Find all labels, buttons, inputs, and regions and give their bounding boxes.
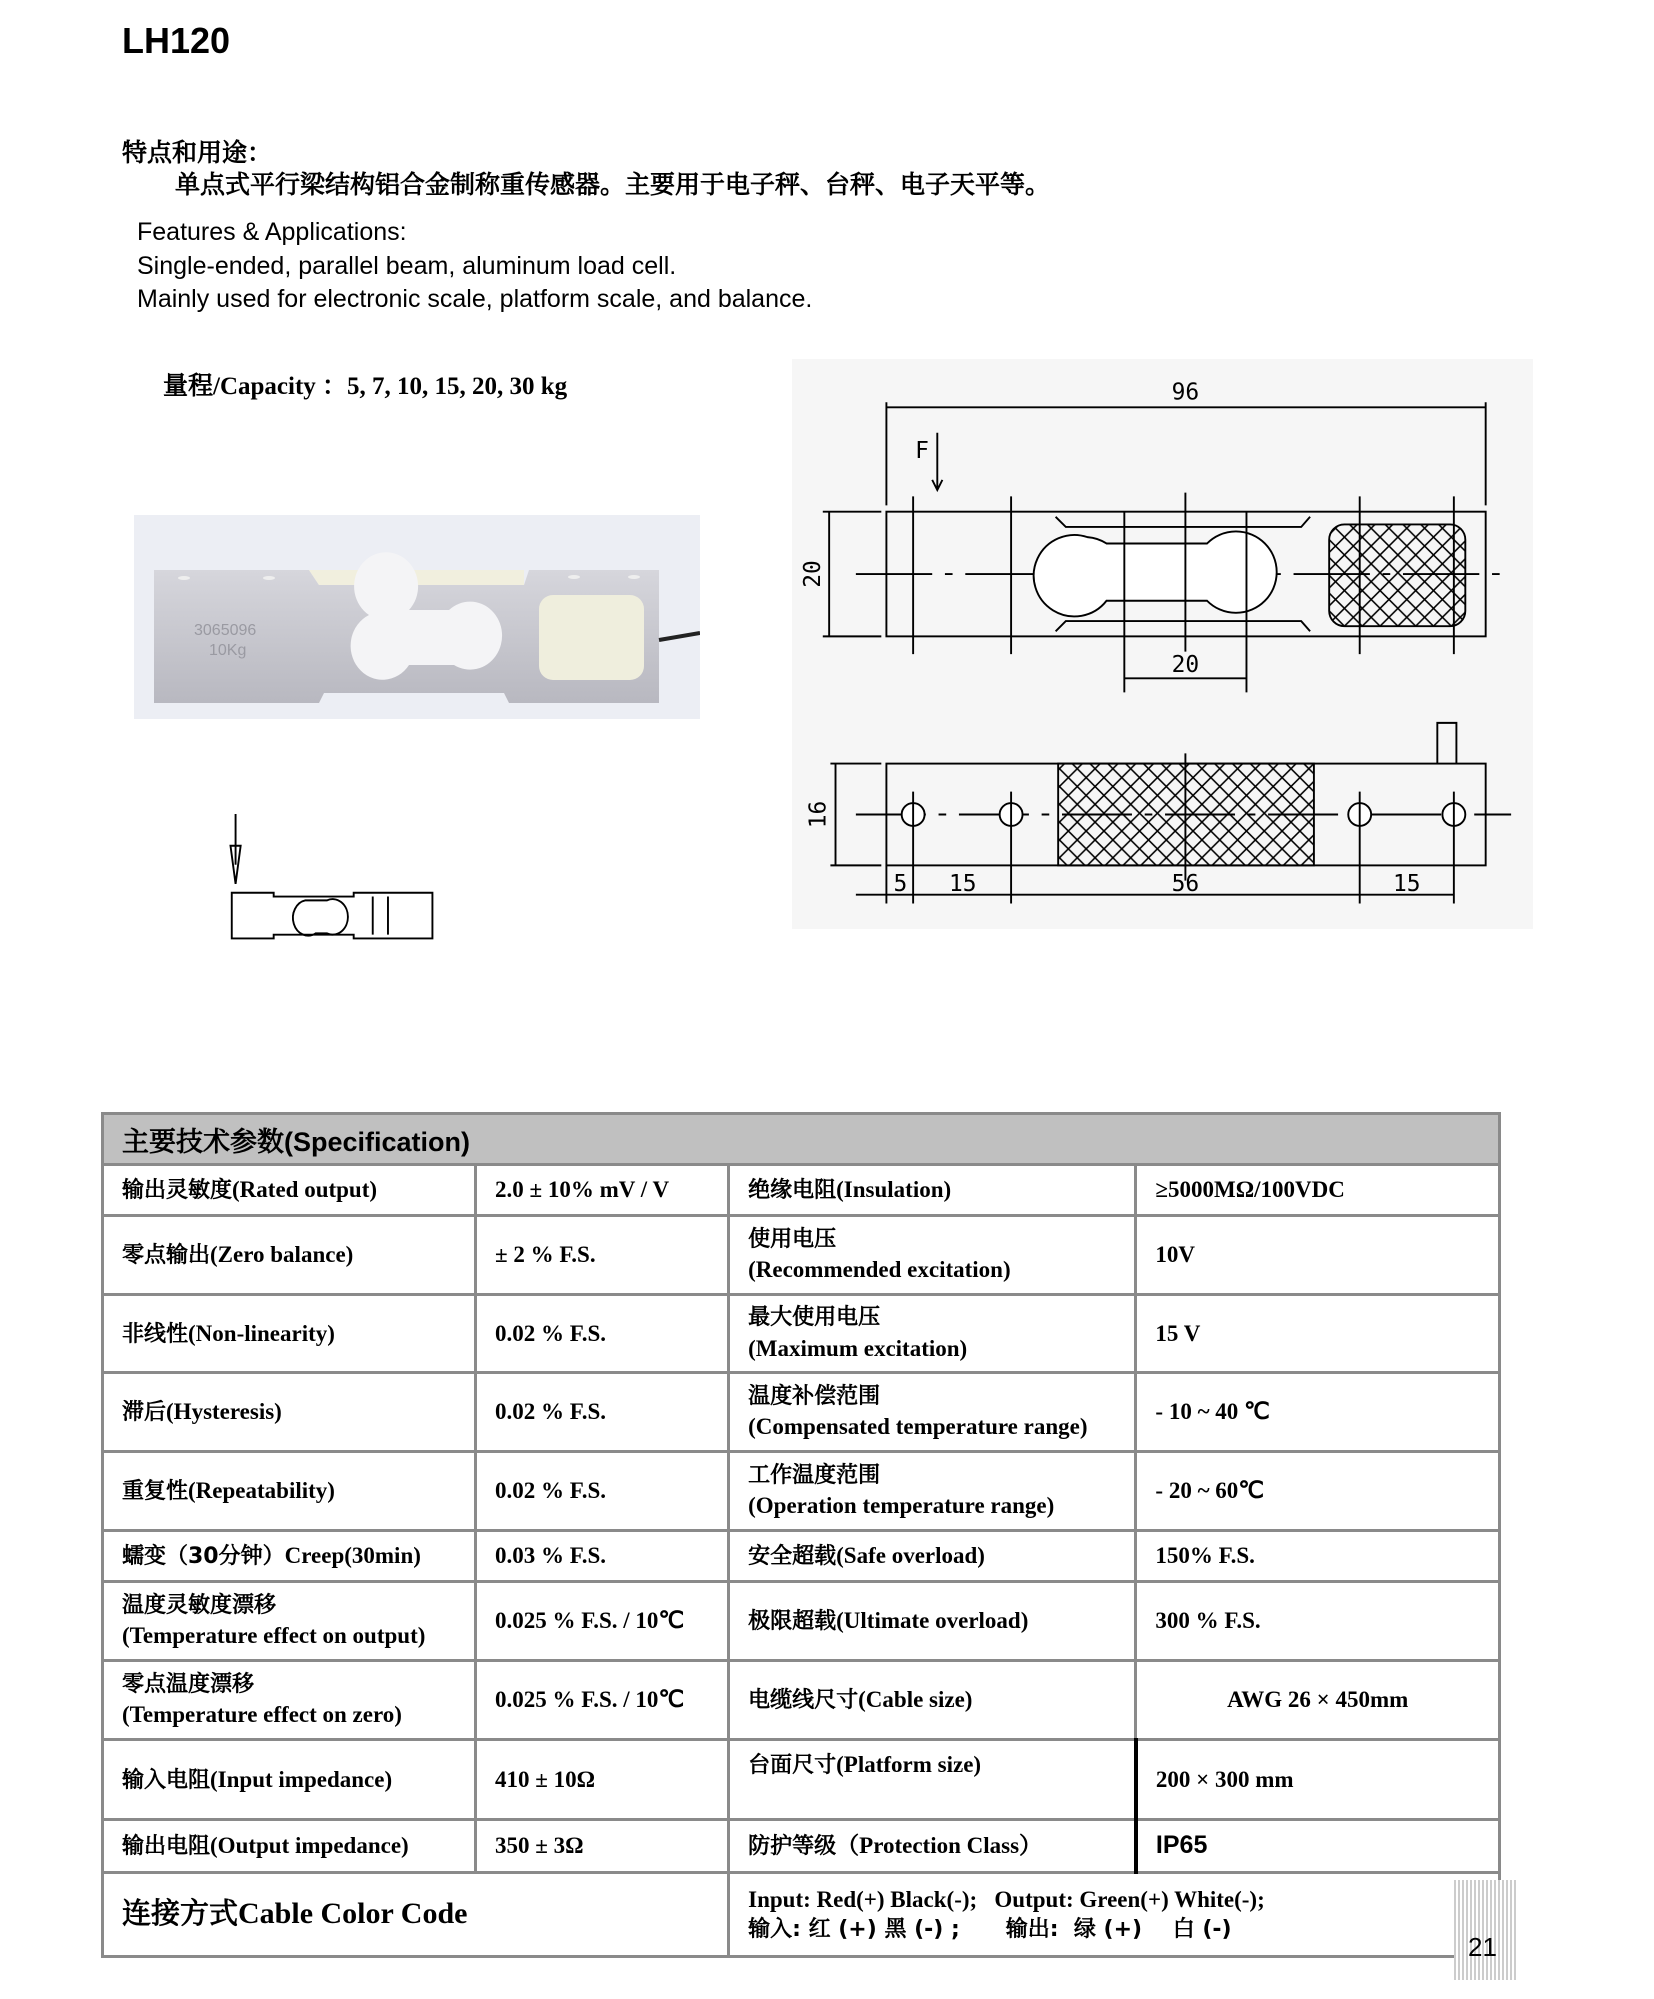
param-en: (Operation temperature range) [748, 1493, 1055, 1519]
param-cn: 最大使用电压 [748, 1305, 881, 1331]
param-value: 0.02 % F.S. [476, 1295, 729, 1373]
param-value: 0.03 % F.S. [476, 1531, 729, 1582]
param-en: (Rated output) [232, 1177, 378, 1203]
param-cn: 台面尺寸 [748, 1753, 837, 1778]
dimension-drawing [792, 359, 1533, 929]
param-cn: 使用电压 [748, 1226, 837, 1252]
param-value: 200 × 300 mm [1136, 1740, 1500, 1820]
page-number: 21 [1468, 1932, 1497, 1962]
dim-c: 56 [1171, 870, 1200, 897]
features-en-line2: Mainly used for electronic scale, platform scale, and balance. [137, 285, 813, 313]
engraving-serial: 3065096 [194, 622, 257, 639]
cable-en: Cable Color Code [238, 1897, 468, 1931]
spec-row [103, 1661, 1500, 1740]
param-cn: 零点温度漂移 [122, 1671, 255, 1697]
cable-line2: 输入: 红 (+) 黑 (-) ; 输出: 绿 (+) 白 (-) [748, 1917, 1232, 1943]
spec-row [103, 1582, 1500, 1661]
param-value: 350 ± 3Ω [476, 1820, 729, 1873]
param-value: 15 V [1136, 1295, 1500, 1373]
dim-d: 15 [1392, 870, 1421, 897]
product-title: LH120 [122, 20, 231, 61]
param-value: ≥5000MΩ/100VDC [1136, 1165, 1500, 1216]
load-cell-photo [134, 515, 700, 719]
param-cn: 温度补偿范围 [748, 1383, 881, 1409]
param-en: (Temperature effect on output) [122, 1623, 426, 1649]
spec-row [103, 1165, 1500, 1216]
capacity: 量程/Capacity ：5, 7, 10, 15, 20, 30 kg [163, 373, 568, 400]
param-en: (Cable size) [858, 1687, 973, 1713]
dim-hole-spacing: 20 [1171, 651, 1200, 678]
dim-height: 20 [800, 560, 827, 588]
param-en: (Non-linearity) [188, 1320, 335, 1346]
features-en-line1: Single-ended, parallel beam, aluminum load cell. [137, 252, 677, 280]
dim-a: 5 [893, 870, 908, 897]
spec-row [103, 1531, 1500, 1582]
param-en: (Safe overload) [836, 1543, 985, 1569]
param-value: 0.02 % F.S. [476, 1373, 729, 1452]
param-en: (Maximum excitation) [748, 1335, 968, 1361]
param-en: (Repeatability) [188, 1478, 335, 1504]
param-value: 10V [1136, 1216, 1500, 1295]
features-cn-heading: 特点和用途： [122, 138, 273, 167]
features-cn-text: 单点式平行梁结构铝合金制称重传感器。主要用于电子秤、台秤、电子天平等。 [175, 170, 1051, 199]
force-label: F [915, 438, 929, 465]
param-value: 0.025 % F.S. / 10℃ [476, 1582, 729, 1661]
dim-side-height: 16 [805, 800, 832, 829]
param-cn: 电缆线尺寸 [748, 1688, 859, 1714]
param-cn: 安全超载 [748, 1544, 837, 1570]
param-cn: 重复性 [122, 1479, 189, 1505]
param-en: (Compensated temperature range) [748, 1414, 1088, 1440]
spec-table [101, 1112, 1501, 1958]
param-en: Creep(30min) [284, 1543, 421, 1569]
dim-b: 15 [948, 870, 977, 897]
param-value: 150% F.S. [1136, 1531, 1500, 1582]
load-direction-icon [229, 814, 439, 941]
param-value: IP65 [1136, 1820, 1500, 1873]
param-cn: 工作温度范围 [748, 1462, 881, 1488]
param-en: (Ultimate overload) [836, 1608, 1029, 1634]
param-en: (Insulation) [836, 1177, 952, 1203]
param-cn: 绝缘电阻 [748, 1178, 837, 1204]
param-value: 0.02 % F.S. [476, 1452, 729, 1531]
param-en: (Recommended excitation) [748, 1257, 1011, 1283]
param-cn: 输出灵敏度 [122, 1178, 233, 1204]
param-cn: 输出电阻 [122, 1834, 211, 1860]
param-cn: 蠕变（30分钟） [122, 1544, 285, 1570]
page-tab-decoration [1454, 1880, 1518, 1980]
param-en: (Temperature effect on zero) [122, 1702, 402, 1728]
spec-header: 主要技术参数(Specification) [103, 1114, 1500, 1165]
param-en: （Protection Class） [836, 1833, 1043, 1859]
param-cn: 防护等级 [748, 1834, 837, 1860]
features-en-heading: Features & Applications: [137, 218, 407, 246]
param-value: 0.025 % F.S. / 10℃ [476, 1661, 729, 1740]
param-cn: 非线性 [122, 1321, 189, 1347]
param-value: AWG 26 × 450mm [1136, 1661, 1500, 1740]
param-en: (Output impedance) [210, 1833, 409, 1859]
spec-row [103, 1373, 1500, 1452]
spec-row [103, 1820, 1500, 1873]
param-en: (Zero balance) [210, 1242, 354, 1268]
param-value: ± 2 % F.S. [476, 1216, 729, 1295]
length-dimension-line [886, 402, 1485, 505]
cable-line1: Input: Red(+) Black(-); Output: Green(+) White(-); [748, 1887, 1265, 1913]
param-value: - 20 ~ 60℃ [1136, 1452, 1500, 1531]
spec-row [103, 1452, 1500, 1531]
param-value: 2.0 ± 10% mV / V [476, 1165, 729, 1216]
engraving-capacity: 10Kg [209, 642, 247, 659]
param-en: (Hysteresis) [166, 1399, 282, 1425]
param-cn: 滞后 [122, 1400, 167, 1426]
param-en: (Platform size) [836, 1752, 982, 1777]
dim-length: 96 [1171, 379, 1200, 406]
cable-color-row [103, 1873, 1500, 1957]
spec-row [103, 1295, 1500, 1373]
param-cn: 温度灵敏度漂移 [122, 1592, 277, 1618]
cable-cn: 连接方式 [122, 1896, 239, 1931]
spec-row [103, 1740, 1500, 1820]
spec-row [103, 1216, 1500, 1295]
param-value: 300 % F.S. [1136, 1582, 1500, 1661]
param-cn: 零点输出 [122, 1243, 211, 1269]
param-cn: 输入电阻 [122, 1767, 211, 1793]
param-value: 410 ± 10Ω [476, 1740, 729, 1820]
param-cn: 极限超载 [748, 1609, 837, 1635]
param-value: - 10 ~ 40 ℃ [1136, 1373, 1500, 1452]
param-en: (Input impedance) [210, 1766, 393, 1792]
